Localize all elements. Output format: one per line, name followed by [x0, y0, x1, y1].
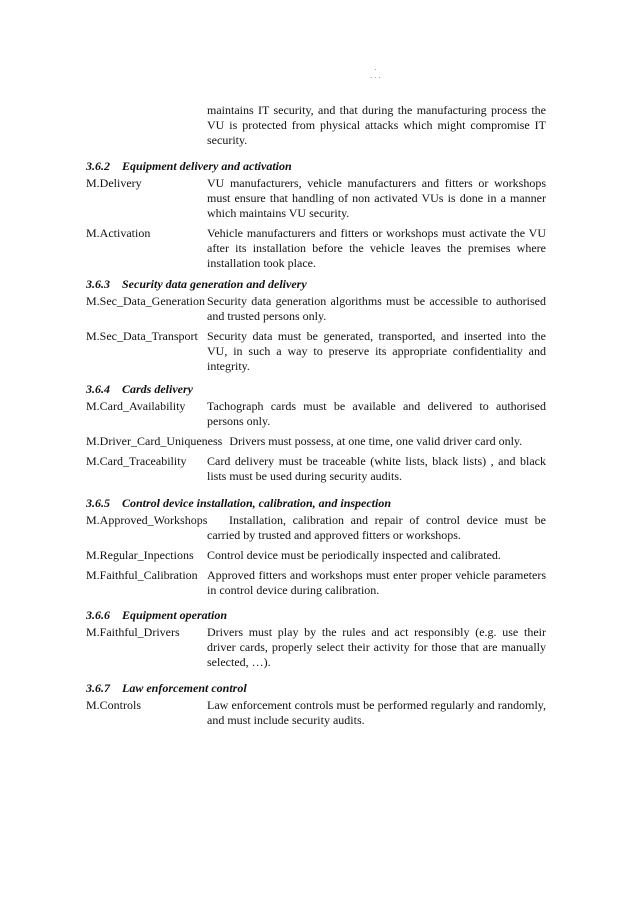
- measure-label: M.Card_Availability: [86, 399, 186, 413]
- section-title: Equipment operation: [122, 608, 228, 622]
- measure-label: M.Sec_Data_Transport: [86, 329, 198, 343]
- section-3-6-3: [86, 277, 546, 379]
- measure-item: [86, 434, 546, 449]
- section-heading: [86, 277, 546, 292]
- measure-label: M.Driver_Card_Uniqueness: [86, 434, 223, 448]
- scan-mark-top: ·: [374, 66, 377, 74]
- measure-item: [86, 548, 546, 563]
- section-number: 3.6.2: [86, 159, 110, 173]
- measure-label: M.Sec_Data_Generation: [86, 294, 205, 308]
- measure-item: [86, 513, 546, 543]
- section-3-6-6: [86, 608, 546, 675]
- measure-label: M.Regular_Inpections: [86, 548, 194, 562]
- section-3-6-5: [86, 496, 546, 603]
- measure-text: Control device must be periodically inspected and calibrated.: [207, 548, 501, 562]
- scan-mark-bottom: · · ·: [370, 74, 381, 82]
- measure-text: Tachograph cards must be available and delivered to authorised persons only.: [207, 399, 546, 428]
- measure-item: [86, 454, 546, 484]
- measure-item: [86, 176, 546, 221]
- section-3-6-2: [86, 159, 546, 276]
- section-heading: [86, 496, 546, 511]
- section-title: Control device installation, calibration, and inspection: [122, 496, 392, 510]
- measure-item: [86, 625, 546, 670]
- measure-label: M.Activation: [86, 226, 151, 240]
- section-title: Equipment delivery and activation: [122, 159, 292, 173]
- measure-label: M.Delivery: [86, 176, 142, 190]
- section-3-6-7: [86, 681, 546, 733]
- scan-marks: [370, 66, 381, 82]
- measure-item: [86, 226, 546, 271]
- section-number: 3.6.4: [86, 382, 110, 396]
- measure-item: [86, 698, 546, 728]
- section-number: 3.6.3: [86, 277, 110, 291]
- section-number: 3.6.6: [86, 608, 110, 622]
- section-3-6-4: [86, 382, 546, 489]
- section-title: Law enforcement control: [122, 681, 247, 695]
- measure-label: M.Approved_Workshops: [86, 513, 208, 527]
- section-title: Cards delivery: [122, 382, 193, 396]
- measure-label: M.Card_Traceability: [86, 454, 187, 468]
- measure-text: Security data must be generated, transported, and inserted into the VU, in such a way to preserve its appropriate confidentiality and integrity.: [207, 329, 546, 373]
- measure-text: Card delivery must be traceable (white lists, black lists) , and black lists must be used during security audits.: [207, 454, 546, 483]
- measure-label: M.Controls: [86, 698, 142, 712]
- measure-item: [86, 294, 546, 324]
- measure-label: M.Faithful_Drivers: [86, 625, 180, 639]
- measure-item: [86, 329, 546, 374]
- measure-item: [86, 568, 546, 598]
- section-heading: [86, 159, 546, 174]
- measure-item: [86, 399, 546, 429]
- section-title: Security data generation and delivery: [122, 277, 307, 291]
- measure-text: Drivers must play by the rules and act responsibly (e.g. use their driver cards, properly select their activity for those that are manually selected, …).: [207, 625, 546, 669]
- continuation-paragraph: maintains IT security, and that during the manufacturing process the VU is protected from physical attacks which might compromise IT security.: [207, 103, 546, 147]
- measure-text: Vehicle manufacturers and fitters or workshops must activate the VU after its installation before the vehicle leaves the premises where installation took place.: [207, 226, 546, 270]
- section-heading: [86, 608, 546, 623]
- section-heading: [86, 382, 546, 397]
- measure-text: Drivers must possess, at one time, one valid driver card only.: [229, 434, 523, 448]
- measure-text: Law enforcement controls must be performed regularly and randomly, and must include security audits.: [207, 698, 546, 727]
- measure-label: M.Faithful_Calibration: [86, 568, 198, 582]
- measure-text: Installation, calibration and repair of control device must be carried by trusted and approved fitters or workshops.: [207, 513, 546, 542]
- measure-text: Approved fitters and workshops must enter proper vehicle parameters in control device during calibration.: [207, 568, 546, 597]
- section-number: 3.6.5: [86, 496, 110, 510]
- measure-text: VU manufacturers, vehicle manufacturers and fitters or workshops must ensure that handling of non activated VUs is done in a manner which maintains VU security.: [207, 176, 546, 220]
- section-number: 3.6.7: [86, 681, 110, 695]
- section-heading: [86, 681, 546, 696]
- measure-text: Security data generation algorithms must be accessible to authorised and trusted persons only.: [207, 294, 546, 323]
